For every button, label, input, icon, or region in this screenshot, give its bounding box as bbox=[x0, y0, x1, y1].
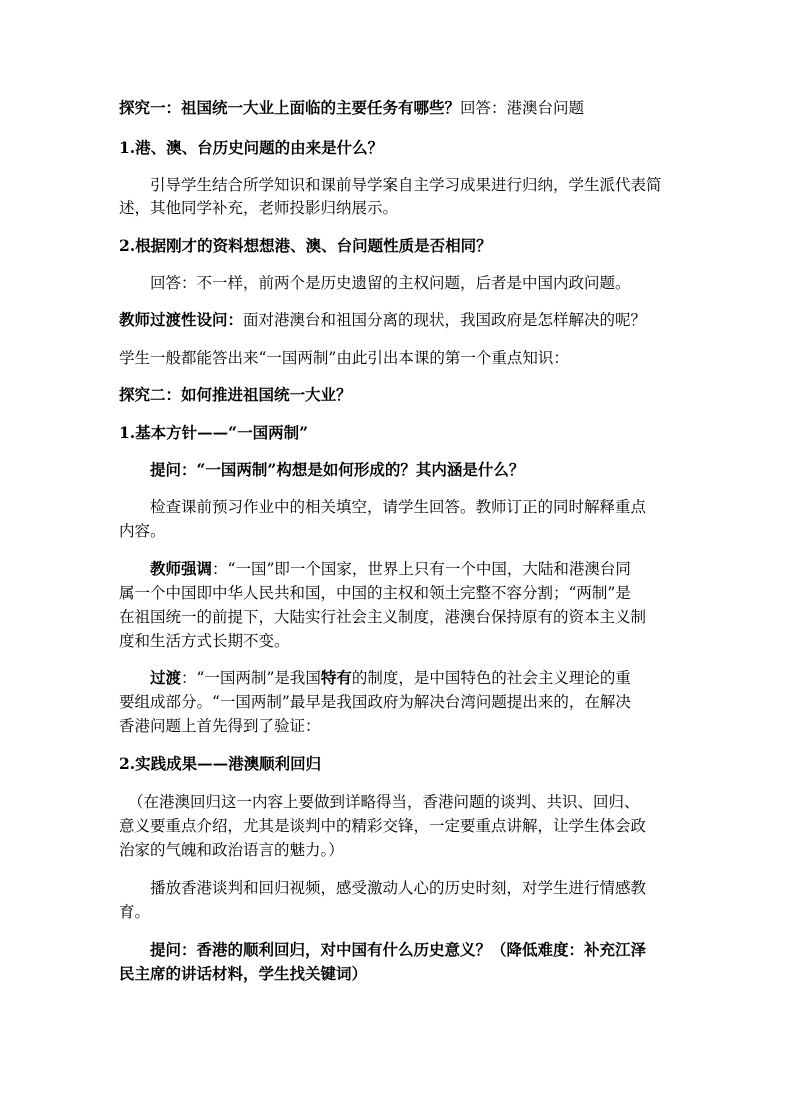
paragraph-answer-nature: 回答：不一样，前两个是历史遗留的主权问题，后者是中国内政问题。 bbox=[150, 274, 631, 292]
emphasis-text: ：“一国”即一个国家，世界上只有一个中国，大陆和港澳台同 bbox=[212, 560, 631, 578]
paragraph-emphasis-line3: 在祖国统一的前提下，大陆实行社会主义制度，港澳台保持原有的资本主义制 bbox=[119, 608, 647, 626]
paragraph-guide-line1: 引导学生结合所学知识和课前导学案自主学习成果进行归纳，学生派代表简 bbox=[150, 176, 662, 194]
paragraph-emphasis-line1 bbox=[150, 559, 631, 579]
heading-nature-question: 2.根据刚才的资料想想港、澳、台问题性质是否相同？ bbox=[119, 236, 492, 255]
transition-label: 过渡 bbox=[150, 668, 182, 687]
paragraph-guide-line2: 述，其他同学补充，老师投影归纳展示。 bbox=[119, 199, 399, 217]
heading-practical-results: 2.实践成果——港澳顺利回归 bbox=[119, 754, 322, 773]
paragraph-note-line2: 意义要重点介绍，尤其是谈判中的精彩交锋，一定要重点讲解，让学生体会政 bbox=[119, 817, 647, 835]
heading-basic-policy: 1.基本方针——“一国两制” bbox=[119, 423, 309, 442]
paragraph-transition-line1 bbox=[150, 668, 631, 688]
paragraph-students-answer: 学生一般都能答出来“一国两制”由此引出本课的第一个重点知识： bbox=[119, 349, 569, 367]
paragraph-significance-line2: 民主席的讲话材料，学生找关键词） bbox=[119, 964, 368, 983]
inquiry-one-answer: 回答：港澳台问题 bbox=[460, 99, 585, 117]
paragraph-teacher-transition bbox=[119, 310, 646, 330]
teacher-transition-label: 教师过渡性设问： bbox=[119, 310, 244, 329]
paragraph-video-line1: 播放香港谈判和回归视频，感受激动人心的历史时刻，对学生进行情感教 bbox=[150, 879, 647, 897]
paragraph-question-formation: 提问：“一国两制”构想是如何形成的？其内涵是什么？ bbox=[150, 460, 525, 479]
paragraph-transition-line2: 要组成部分。“一国两制”最早是我国政府为解决台湾问题提出来的，在解决 bbox=[119, 693, 631, 711]
paragraph-check-line1: 检查课前预习作业中的相关填空，请学生回答。教师订正的同时解释重点 bbox=[150, 498, 647, 516]
paragraph-note-line3: 治家的气魄和政治语言的魅力。） bbox=[119, 841, 344, 859]
paragraph-inquiry-one bbox=[119, 98, 584, 118]
paragraph-check-line2: 内容。 bbox=[119, 522, 166, 540]
inquiry-one-question: 探究一：祖国统一大业上面临的主要任务有哪些？ bbox=[119, 98, 461, 117]
paragraph-video-line2: 育。 bbox=[119, 903, 151, 921]
paragraph-transition-line3: 香港问题上首先得到了验证： bbox=[119, 717, 321, 735]
paragraph-emphasis-line4: 度和生活方式长期不变。 bbox=[119, 632, 290, 650]
transition-text-b: 的制度，是中国特色的社会主义理论的重 bbox=[351, 669, 631, 687]
heading-history-origin: 1.港、澳、台历史问题的由来是什么？ bbox=[119, 138, 384, 157]
transition-emphasis: 特有 bbox=[320, 668, 352, 687]
teacher-transition-text: 面对港澳台和祖国分离的现状，我国政府是怎样解决的呢？ bbox=[243, 311, 647, 329]
emphasis-label: 教师强调 bbox=[150, 559, 213, 578]
paragraph-note-line1: （在港澳回归这一内容上要做到详略得当，香港问题的谈判、共识、回归、 bbox=[128, 793, 640, 811]
transition-text-a: ：“一国两制”是我国 bbox=[181, 669, 321, 687]
paragraph-significance-line1: 提问：香港的顺利回归，对中国有什么历史意义？（降低难度：补充江泽 bbox=[150, 940, 647, 959]
heading-inquiry-two: 探究二：如何推进祖国统一大业？ bbox=[119, 385, 352, 404]
paragraph-emphasis-line2: 属一个中国即中华人民共和国，中国的主权和领土完整不容分割；“两制”是 bbox=[119, 584, 631, 602]
